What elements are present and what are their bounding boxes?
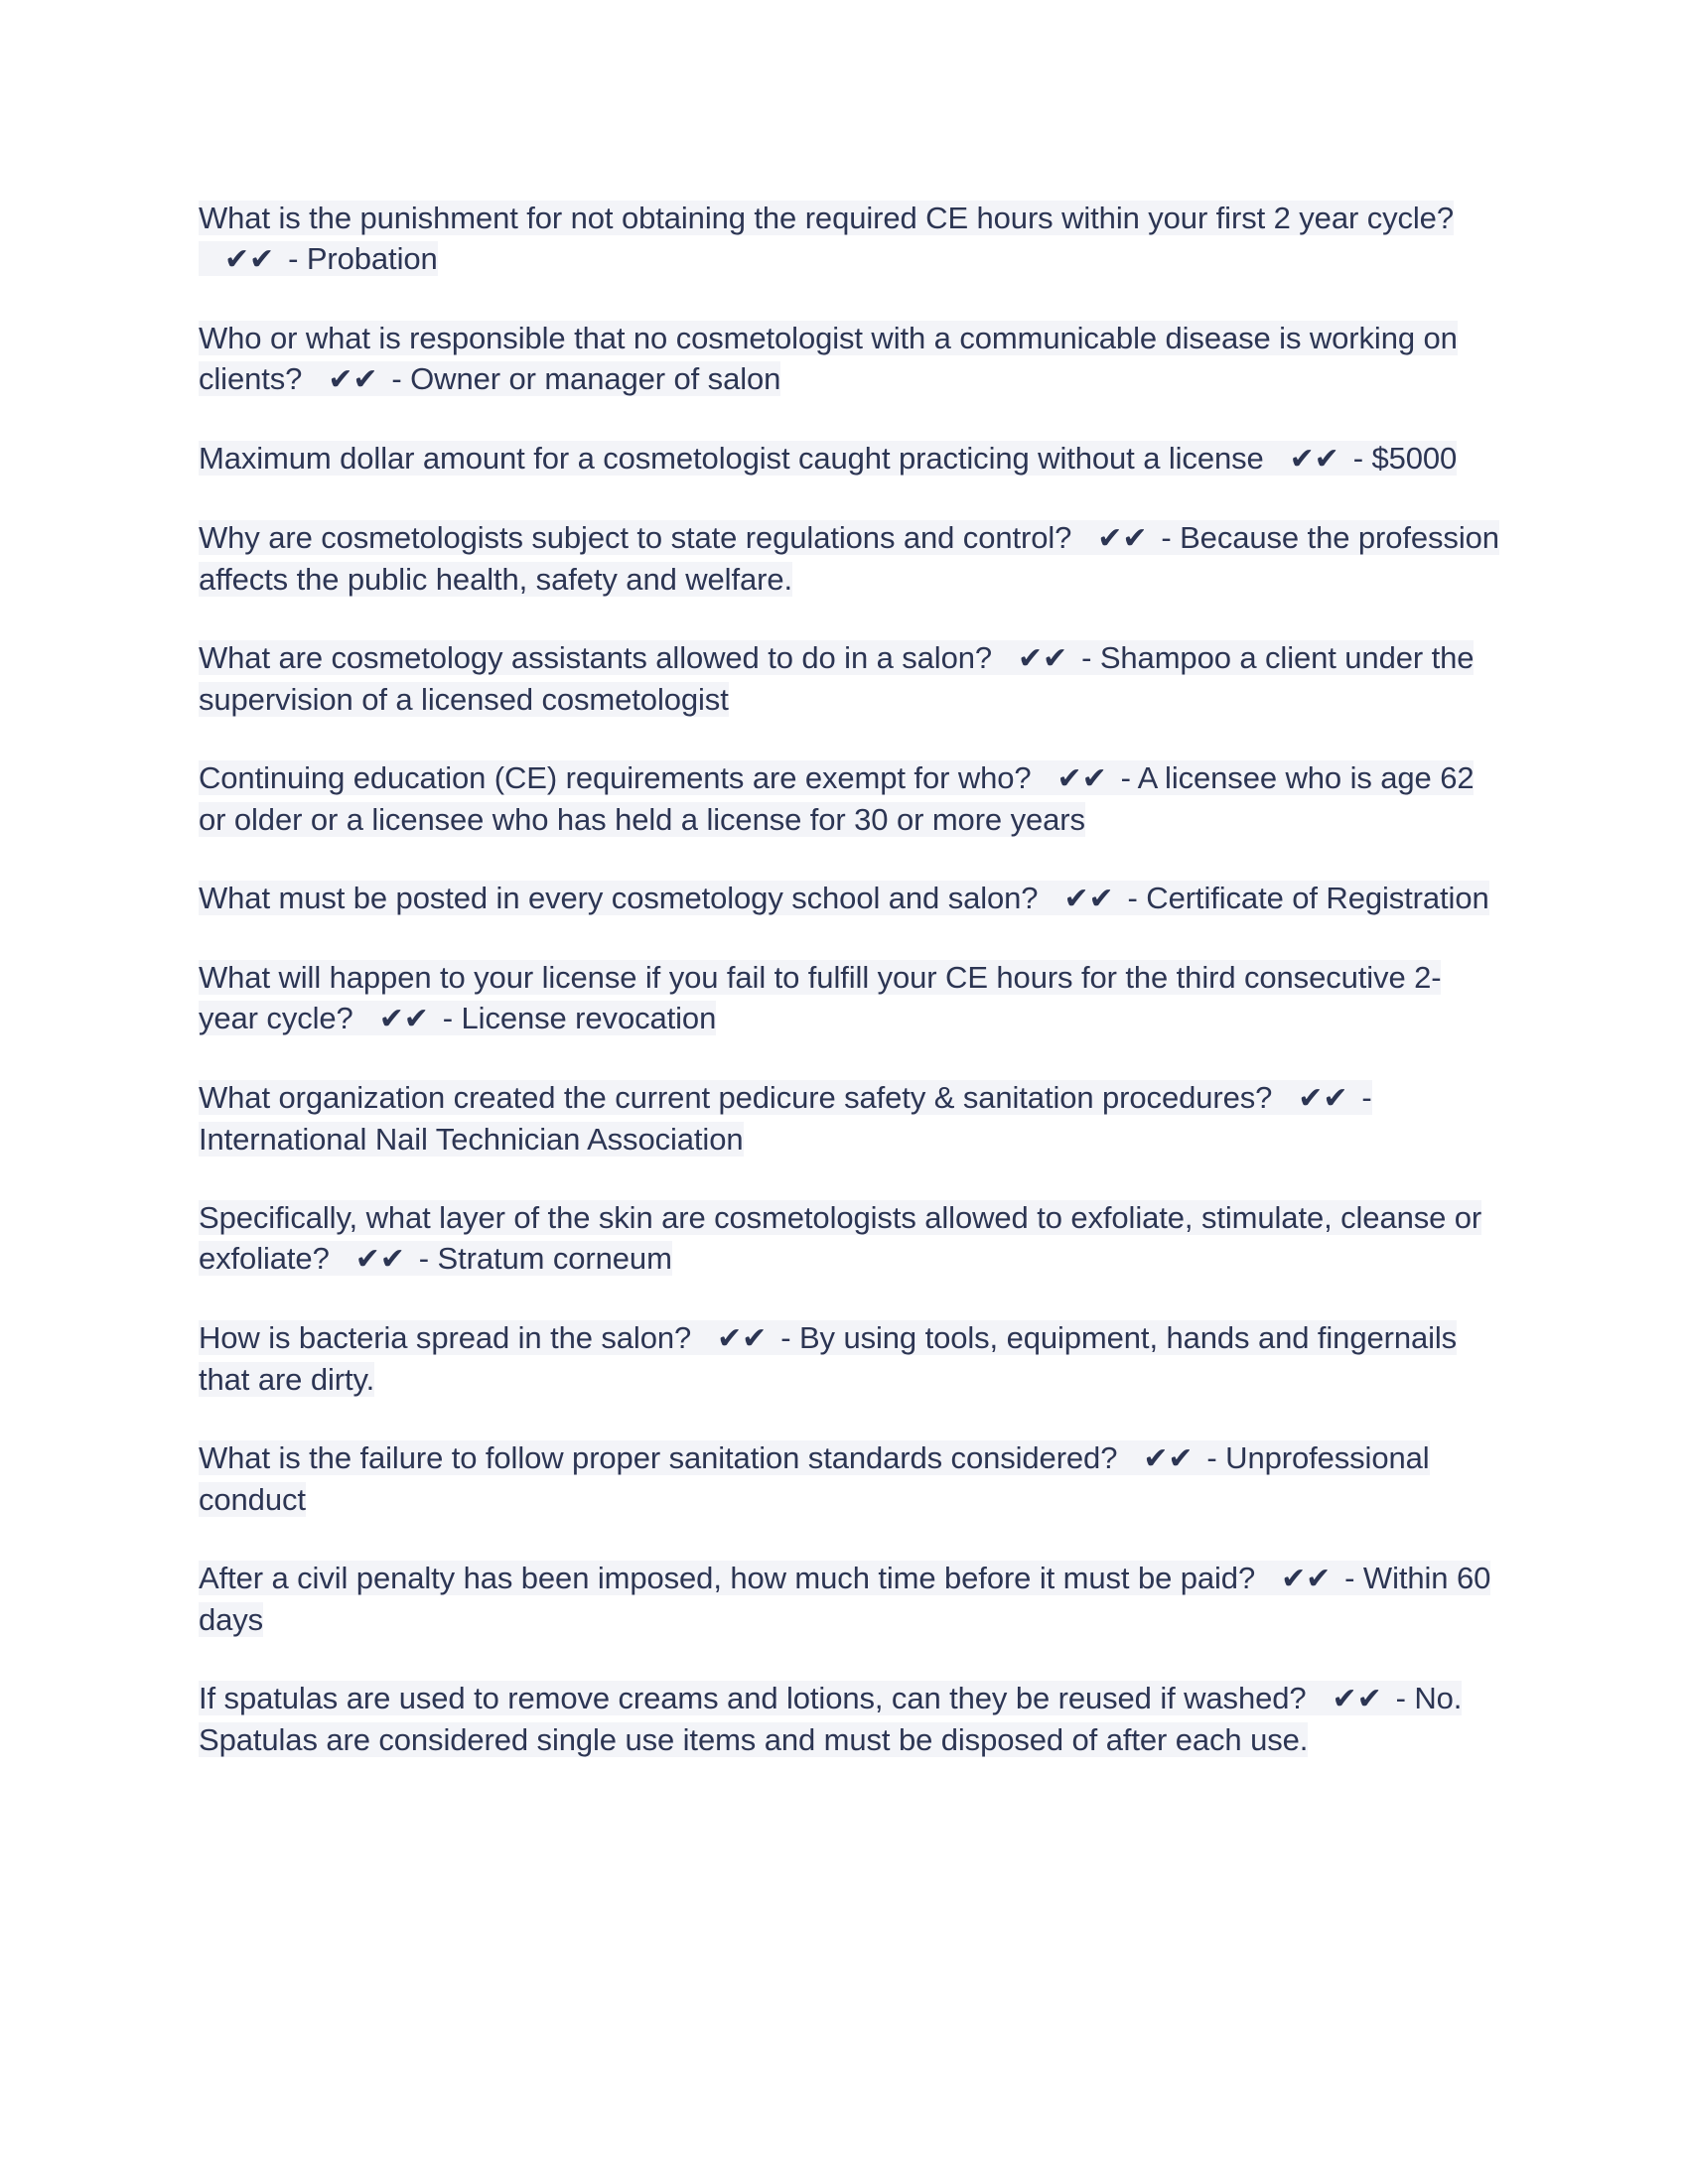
answer-separator: - (1161, 520, 1172, 555)
double-check-icon: ✔✔ (1063, 882, 1114, 916)
qa-highlight (199, 1080, 1372, 1157)
qa-item-10 (199, 1197, 1499, 1280)
answer-text: No. Spatulas are considered single use items and must be disposed of after each use. (199, 1681, 1463, 1757)
qa-highlight (199, 881, 1489, 915)
question-text: What will happen to your license if you fail to fulfill your CE hours for the third consecutive 2-year cycle? (199, 960, 1442, 1035)
answer-separator: - (1361, 1080, 1372, 1115)
answer-separator: - (1352, 441, 1363, 476)
qa-highlight (199, 960, 1441, 1035)
answer-separator: - (288, 241, 299, 276)
answer-text: International Nail Technician Association (199, 1122, 744, 1157)
double-check-icon: ✔✔ (1143, 1441, 1194, 1476)
double-check-icon: ✔✔ (1056, 761, 1107, 796)
qa-item-13 (199, 1558, 1499, 1640)
qa-highlight (199, 1561, 1490, 1637)
double-check-icon: ✔✔ (717, 1321, 768, 1356)
question-text: What is the punishment for not obtaining the required CE hours within your first 2 year cycle? (199, 201, 1454, 235)
qa-item-7 (199, 878, 1499, 919)
answer-text: Within 60 days (199, 1561, 1491, 1637)
answer-text: Unprofessional conduct (199, 1440, 1430, 1517)
qa-item-1 (199, 198, 1499, 280)
question-text: What are cosmetology assistants allowed to do in a salon? (199, 640, 993, 675)
question-text: After a civil penalty has been imposed, how much time before it must be paid? (199, 1561, 1256, 1595)
answer-separator: - (1120, 760, 1131, 795)
answer-separator: - (1206, 1440, 1217, 1475)
double-check-icon: ✔✔ (1281, 1562, 1332, 1596)
question-text: Continuing education (CE) requirements are exempt for who? (199, 760, 1032, 795)
qa-highlight (199, 760, 1474, 837)
question-text: How is bacteria spread in the salon? (199, 1320, 692, 1355)
qa-highlight (199, 441, 1457, 476)
double-check-icon: ✔✔ (1298, 1081, 1348, 1116)
qa-item-2 (199, 318, 1499, 400)
qa-item-9 (199, 1077, 1499, 1160)
qa-item-8 (199, 957, 1499, 1039)
qa-highlight (199, 1320, 1457, 1397)
answer-separator: - (1344, 1561, 1355, 1595)
answer-text: Stratum corneum (437, 1241, 672, 1276)
answer-text: Certificate of Registration (1146, 881, 1489, 915)
answer-text: Owner or manager of salon (410, 361, 781, 396)
answer-text: License revocation (461, 1001, 717, 1035)
qa-item-6 (199, 757, 1499, 840)
document-page (199, 198, 1499, 1798)
double-check-icon: ✔✔ (1289, 442, 1339, 477)
qa-highlight (199, 1681, 1462, 1757)
double-check-icon: ✔✔ (1332, 1682, 1382, 1716)
answer-separator: - (391, 361, 402, 396)
qa-highlight (199, 201, 1454, 276)
answer-separator: - (780, 1320, 791, 1355)
qa-highlight (199, 1200, 1481, 1276)
qa-item-5 (199, 637, 1499, 720)
qa-item-12 (199, 1437, 1499, 1520)
qa-highlight (199, 321, 1458, 396)
qa-highlight (199, 520, 1499, 597)
qa-highlight (199, 1440, 1430, 1517)
answer-text: Probation (306, 241, 438, 276)
double-check-icon: ✔✔ (224, 242, 275, 277)
question-text: Who or what is responsible that no cosmetologist with a communicable disease is working on clients? (199, 321, 1458, 396)
question-text: What organization created the current pedicure safety & sanitation procedures? (199, 1080, 1273, 1115)
answer-separator: - (1395, 1681, 1406, 1715)
double-check-icon: ✔✔ (354, 1242, 405, 1277)
double-check-icon: ✔✔ (328, 362, 378, 397)
answer-separator: - (442, 1001, 453, 1035)
answer-separator: - (1127, 881, 1138, 915)
double-check-icon: ✔✔ (1018, 641, 1068, 676)
question-text: If spatulas are used to remove creams and lotions, can they be reused if washed? (199, 1681, 1307, 1715)
qa-item-4 (199, 517, 1499, 600)
double-check-icon: ✔✔ (1097, 521, 1148, 556)
question-text: Why are cosmetologists subject to state regulations and control? (199, 520, 1072, 555)
question-text: Specifically, what layer of the skin are cosmetologists allowed to exfoliate, stimulate, cleanse or exfoliate? (199, 1200, 1482, 1276)
qa-highlight (199, 640, 1474, 717)
double-check-icon: ✔✔ (378, 1002, 429, 1036)
answer-separator: - (418, 1241, 430, 1276)
answer-text: Because the profession affects the public health, safety and welfare. (199, 520, 1499, 597)
qa-item-11 (199, 1317, 1499, 1400)
question-text: What is the failure to follow proper sanitation standards considered? (199, 1440, 1118, 1475)
answer-text: $5000 (1371, 441, 1458, 476)
question-text: Maximum dollar amount for a cosmetologist caught practicing without a license (199, 441, 1264, 476)
answer-text: Shampoo a client under the supervision of a licensed cosmetologist (199, 640, 1475, 717)
qa-item-3 (199, 438, 1499, 479)
answer-text: A licensee who is age 62 or older or a licensee who has held a license for 30 or more years (199, 760, 1475, 837)
qa-item-14 (199, 1678, 1499, 1760)
answer-separator: - (1081, 640, 1092, 675)
question-text: What must be posted in every cosmetology school and salon? (199, 881, 1039, 915)
answer-text: By using tools, equipment, hands and fingernails that are dirty. (199, 1320, 1458, 1397)
